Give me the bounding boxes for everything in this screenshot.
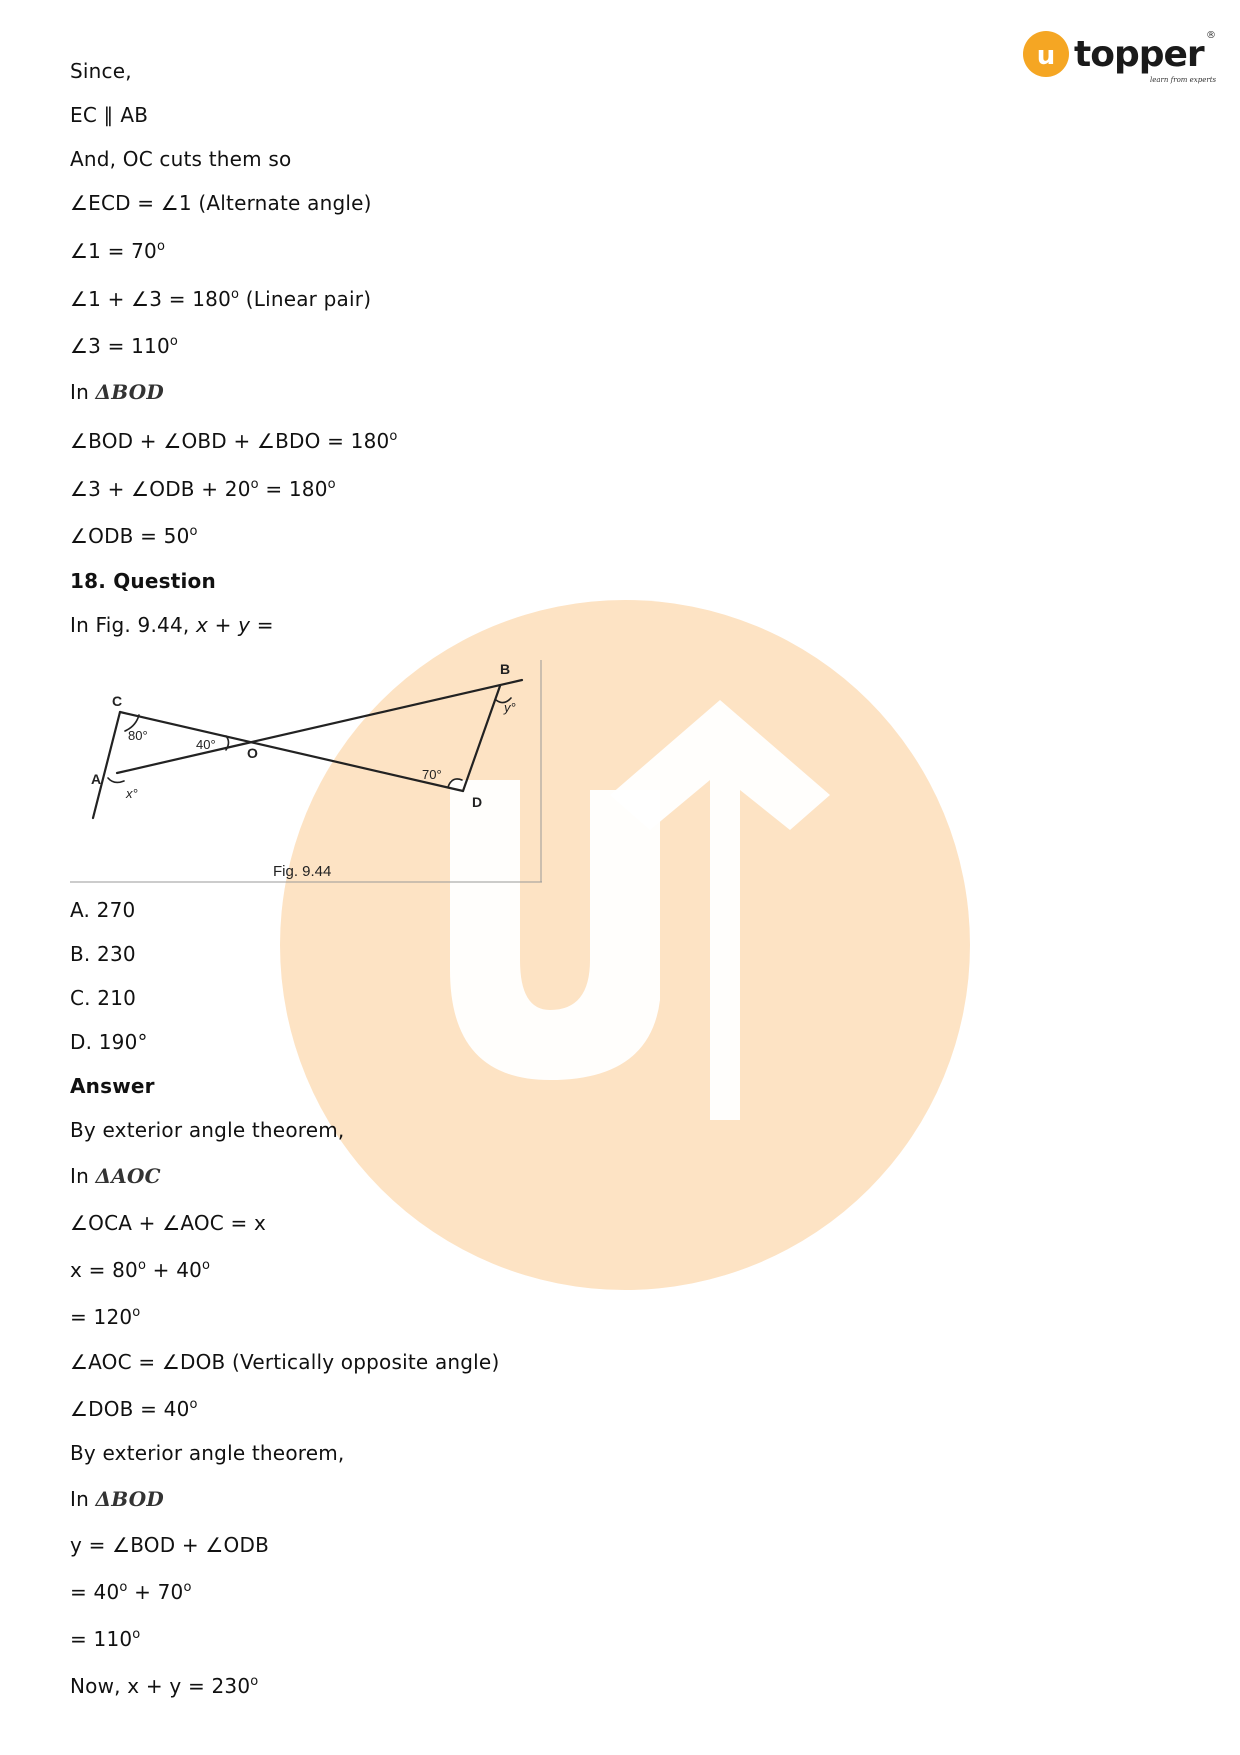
logo-wordmark: topper	[1074, 34, 1204, 75]
text-line: ∠ODB = $50^o$	[70, 524, 198, 548]
angle-label-c: 80°	[128, 728, 148, 743]
logo-registered-mark: ®	[1206, 30, 1216, 41]
option-d: D. 190°	[70, 1030, 148, 1054]
angle-label-d: 70°	[422, 767, 442, 782]
point-label-a: A	[91, 771, 102, 787]
line-bd	[463, 686, 500, 791]
question-text: In Fig. 9.44, x + y =	[70, 613, 274, 637]
text-line: = $110^o$	[70, 1627, 141, 1651]
logo-tagline: learn from experts	[1150, 76, 1217, 84]
question-heading: 18. Question	[70, 569, 216, 593]
triangle-aoc: ΔAOC	[95, 1164, 161, 1188]
option-a: A. 270	[70, 898, 136, 922]
text-line: ∠OCA + ∠AOC = x	[70, 1211, 267, 1235]
text-line: In ΔBOD	[70, 1487, 164, 1511]
text-line: ∠ECD = ∠1 (Alternate angle)	[70, 191, 372, 215]
text-line: $x = 80^o + 40^o$	[70, 1258, 211, 1282]
text-line: By exterior angle theorem,	[70, 1118, 345, 1142]
text-line: = $120^o$	[70, 1305, 141, 1329]
figure-caption: Fig. 9.44	[273, 863, 332, 880]
line-ac	[93, 712, 120, 818]
point-label-c: C	[112, 693, 123, 709]
text-line: In ΔBOD	[70, 380, 164, 404]
angle-label-y: y°	[504, 700, 516, 715]
triangle-bod: ΔBOD	[95, 380, 164, 404]
geometry-figure	[70, 660, 542, 884]
text-line: ∠BOD + ∠OBD + ∠BDO = $180^o$	[70, 429, 398, 453]
text-line: ∠1 + ∠3 = $180^o$ (Linear pair)	[70, 287, 372, 311]
text-line: = $40^o + 70^o$	[70, 1580, 192, 1604]
point-label-o: O	[247, 745, 258, 761]
triangle-bod: ΔBOD	[95, 1487, 164, 1511]
text-line: ∠AOC = ∠DOB (Vertically opposite angle)	[70, 1350, 500, 1374]
text-line: ∠1 = $70^o$	[70, 239, 166, 263]
answer-heading: Answer	[70, 1074, 155, 1098]
text-line: And, OC cuts them so	[70, 147, 292, 171]
text-line: Since,	[70, 59, 132, 83]
svg-text:u: u	[1036, 41, 1056, 71]
option-b: B. 230	[70, 942, 136, 966]
text-line: By exterior angle theorem,	[70, 1441, 345, 1465]
line-cd	[120, 712, 463, 791]
angle-arc-d	[448, 779, 462, 787]
angle-label-o: 40°	[196, 737, 216, 752]
angle-arc-a	[108, 778, 124, 782]
angle-label-x: x°	[126, 786, 138, 801]
point-label-b: B	[500, 661, 511, 677]
text-line: y = ∠BOD + ∠ODB	[70, 1533, 270, 1557]
text-line: In ΔAOC	[70, 1164, 161, 1188]
text-line: ∠DOB = $40^o$	[70, 1397, 198, 1421]
text-line: Now, $x + y = 230^o$	[70, 1674, 259, 1698]
option-c: C. 210	[70, 986, 137, 1010]
point-label-d: D	[472, 794, 483, 810]
text-line: ∠3 + ∠ODB + $20^o = 180^o$	[70, 477, 336, 501]
topper-logo	[1020, 26, 1220, 90]
text-line: ∠3 = $110^o$	[70, 334, 179, 358]
text-line: EC ∥ AB	[70, 103, 149, 127]
